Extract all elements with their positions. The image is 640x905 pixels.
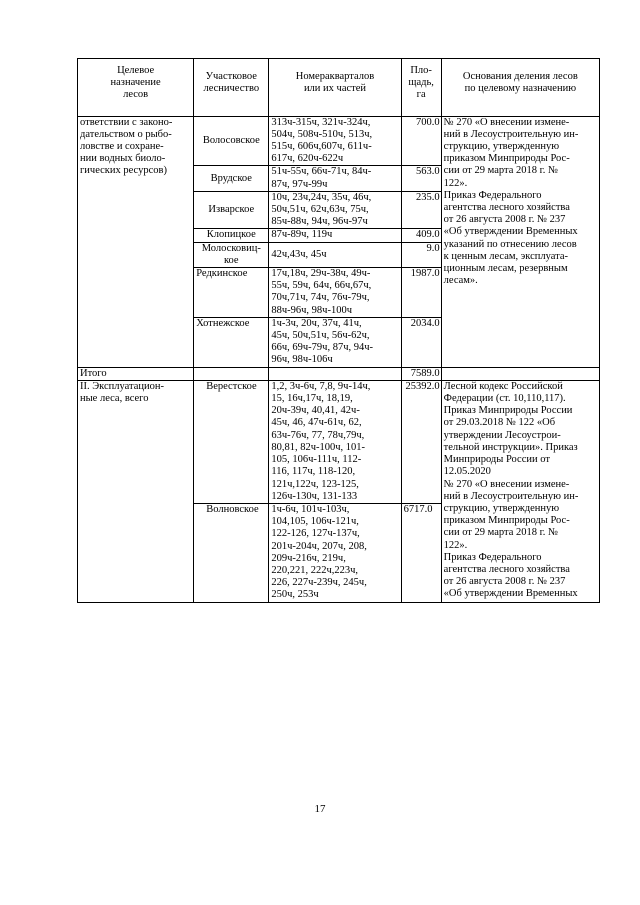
forestry-cell: Верестское (194, 380, 269, 503)
header-forestry: Участковое лесничество (194, 59, 269, 117)
quarters-cell: 10ч, 23ч,24ч, 35ч, 46ч, 50ч,51ч, 62ч,63ч, 75ч, 85ч-88ч, 94ч, 96ч-97ч (269, 191, 401, 229)
area-cell: 235.0 (401, 191, 441, 229)
basis-cell: Лесной кодекс Российской Федерации (ст. 10,110,117). Приказ Минприроды России от 29.03.2018 № 122 «Об утверждении Лесоустрои- тельной инструкции». Приказ Минприроды России от 12.05.2020 № 270 «О внесении измене- ний в Лесоустроительную ин- струкцию, утвержденную приказом Минприроды Рос- сии от 29 марта 2018 г. № 122». Приказ Федерального агентства лесного хозяйства от 26 августа 2008 г. № 237 «Об утверждении Временных (441, 380, 599, 602)
forestry-cell: Редкинское (194, 268, 269, 318)
table-row (78, 116, 600, 166)
total-area: 7589.0 (401, 367, 441, 380)
quarters-cell: 17ч,18ч, 29ч-38ч, 49ч- 55ч, 59ч, 64ч, 66ч,67ч, 70ч,71ч, 74ч, 76ч-79ч, 88ч-96ч, 98ч-100ч (269, 268, 401, 318)
total-row (78, 367, 600, 380)
quarters-cell: 1ч-6ч, 101ч-103ч, 104,105, 106ч-121ч, 122-126, 127ч-137ч, 201ч-204ч, 207ч, 208, 209ч-216ч, 219ч, 220,221, 222ч,223ч, 226, 227ч-239ч, 245ч, 250ч, 253ч (269, 503, 401, 602)
forestry-cell: Молосковиц- кое (194, 242, 269, 267)
header-basis: Основания деления лесов по целевому назначению (441, 59, 599, 117)
empty-cell (269, 367, 401, 380)
basis-cell: № 270 «О внесении измене- ний в Лесоустроительную ин- струкцию, утвержденную приказом Минприроды Рос- сии от 29 марта 2018 г. № 122». Приказ Федерального агентства лесного хозяйства от 26 августа 2008 г. № 237 «Об утверждении Временных указаний по отнесению лесов к ценным лесам, эксплуата- ционным лесам, резервным лесам». (441, 116, 599, 367)
purpose-cell: II. Эксплуатацион- ные леса, всего (78, 380, 194, 602)
purpose-cell: ответствии с законо- дательством о рыбо- ловстве и сохране- нии водных биоло- гических ресурсов) (78, 116, 194, 367)
forestry-cell: Изварское (194, 191, 269, 229)
area-cell: 2034.0 (401, 317, 441, 367)
quarters-cell: 313ч-315ч, 321ч-324ч, 504ч, 508ч-510ч, 513ч, 515ч, 606ч,607ч, 611ч- 617ч, 620ч-622ч (269, 116, 401, 166)
area-cell: 700.0 (401, 116, 441, 166)
table-header-row (78, 59, 600, 117)
table-row (78, 380, 600, 503)
forestry-cell: Хотнежское (194, 317, 269, 367)
total-label: Итого (78, 367, 194, 380)
quarters-cell: 51ч-55ч, 66ч-71ч, 84ч- 87ч, 97ч-99ч (269, 166, 401, 191)
forestry-cell: Врудское (194, 166, 269, 191)
area-cell: 409.0 (401, 229, 441, 242)
forestry-cell: Волновское (194, 503, 269, 602)
area-cell: 1987.0 (401, 268, 441, 318)
forestry-cell: Клопицкое (194, 229, 269, 242)
empty-cell (441, 367, 599, 380)
header-purpose: Целевое назначение лесов (78, 59, 194, 117)
page-number: 17 (314, 803, 326, 815)
area-cell: 6717.0 (401, 503, 441, 602)
forest-purpose-table (77, 58, 600, 603)
quarters-cell: 87ч-89ч, 119ч (269, 229, 401, 242)
area-cell: 563.0 (401, 166, 441, 191)
header-area: Пло- щадь, га (401, 59, 441, 117)
quarters-cell: 1,2, 3ч-6ч, 7,8, 9ч-14ч, 15, 16ч,17ч, 18,19, 20ч-39ч, 40,41, 42ч- 45ч, 46, 47ч-61ч, 62, 63ч-76ч, 77, 78ч,79ч, 80,81, 82ч-100ч, 101- 105, 106ч-111ч, 112- 116, 117ч, 118-120, 121ч,122ч, 123-125, 126ч-130ч, 131-133 (269, 380, 401, 503)
forestry-cell: Волосовское (194, 116, 269, 166)
quarters-cell: 1ч-3ч, 20ч, 37ч, 41ч, 45ч, 50ч,51ч, 56ч-62ч, 66ч, 69ч-79ч, 87ч, 94ч- 96ч, 98ч-106ч (269, 317, 401, 367)
header-quarters: Номеракварталов или их частей (269, 59, 401, 117)
area-cell: 25392.0 (401, 380, 441, 503)
empty-cell (194, 367, 269, 380)
area-cell: 9.0 (401, 242, 441, 267)
quarters-cell: 42ч,43ч, 45ч (269, 242, 401, 267)
